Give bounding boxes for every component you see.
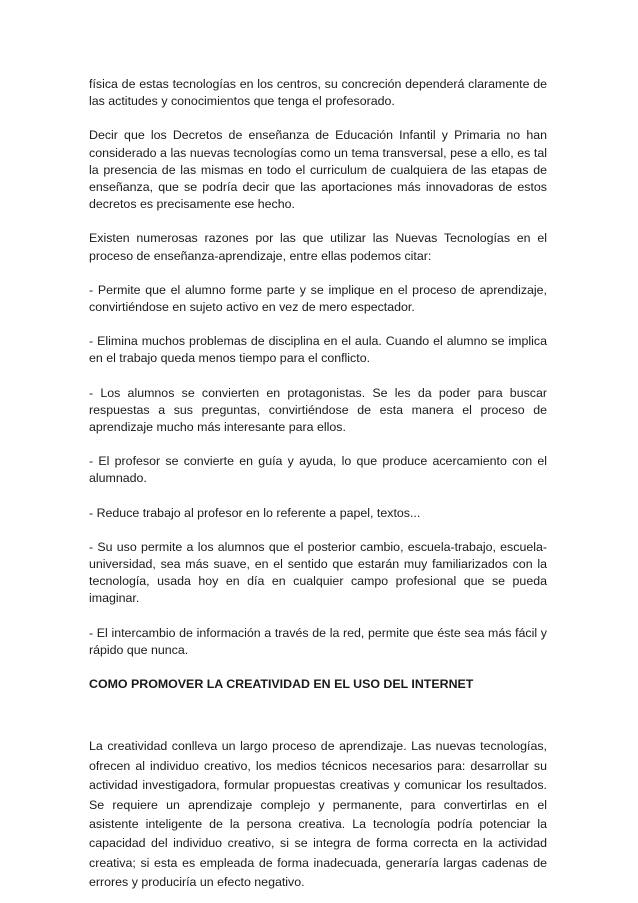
paragraph-intro-continuation: física de estas tecnologías en los centros, su concreción dependerá claramente de las actitudes y conocimientos que tenga el profesorado. [89, 77, 547, 109]
list-item-alumno-activo: - Permite que el alumno forme parte y se implique en el proceso de aprendizaje, convirtiéndose en sujeto activo en vez de mero espectador. [89, 282, 547, 315]
list-item-disciplina: - Elimina muchos problemas de disciplina en el aula. Cuando el alumno se implica en el trabajo queda menos tiempo para el conflicto. [89, 334, 547, 366]
list-item-profesor-guia: - El profesor se convierte en guía y ayuda, lo que produce acercamiento con el alumnado. [89, 454, 547, 486]
paragraph-creatividad: La creatividad conlleva un largo proceso de aprendizaje. Las nuevas tecnologías, ofrecen al individuo creativo, los medios técnicos necesarios para: desarrollar su actividad investigadora, formular propuestas creativas y comunicar los resultados. Se requiere un aprendizaje complejo y permanente, para convertirlas en el asistente inteligente de la persona creativa. La tecnología podría potenciar la capacidad del individuo creativo, si se integra de forma correcta en la actividad creativa; si esta es empleada de forma inadecuada, generaría largas cadenas de errores y produciría un efecto negativo. [89, 739, 547, 890]
list-item-reduce-trabajo: - Reduce trabajo al profesor en lo referente a papel, textos... [89, 505, 421, 520]
paragraph-razones: Existen numerosas razones por las que utilizar las Nuevas Tecnologías en el proceso de enseñanza-aprendizaje, entre ellas podemos citar: [89, 231, 547, 263]
document-page [89, 76, 547, 893]
paragraph-decretos: Decir que los Decretos de enseñanza de Educación Infantil y Primaria no han considerado a las nuevas tecnologías como un tema transversal, pese a ello, es tal la presencia de las mismas en todo el curriculum de cualquiera de las etapas de enseñanza, que se podría decir que las aportaciones más innovadoras de estos decretos es precisamente ese hecho. [89, 128, 547, 212]
list-item-escuela-trabajo: - Su uso permite a los alumnos que el posterior cambio, escuela-trabajo, escuela-universidad, sea más suave, en el sentido que estarán muy familiarizados con la tecnología, usada hoy en día en cualquier campo profesional que se pueda imaginar. [89, 539, 547, 606]
list-item-intercambio-informacion: - El intercambio de información a través de la red, permite que éste sea más fácil y rápido que nunca. [89, 625, 547, 657]
list-item-protagonistas: - Los alumnos se convierten en protagonistas. Se les da poder para buscar respuestas a sus preguntas, convirtiéndose de esta manera el proceso de aprendizaje mucho más interesante para ellos. [89, 385, 547, 435]
section-heading: COMO PROMOVER LA CREATIVIDAD EN EL USO DEL INTERNET [89, 677, 474, 692]
